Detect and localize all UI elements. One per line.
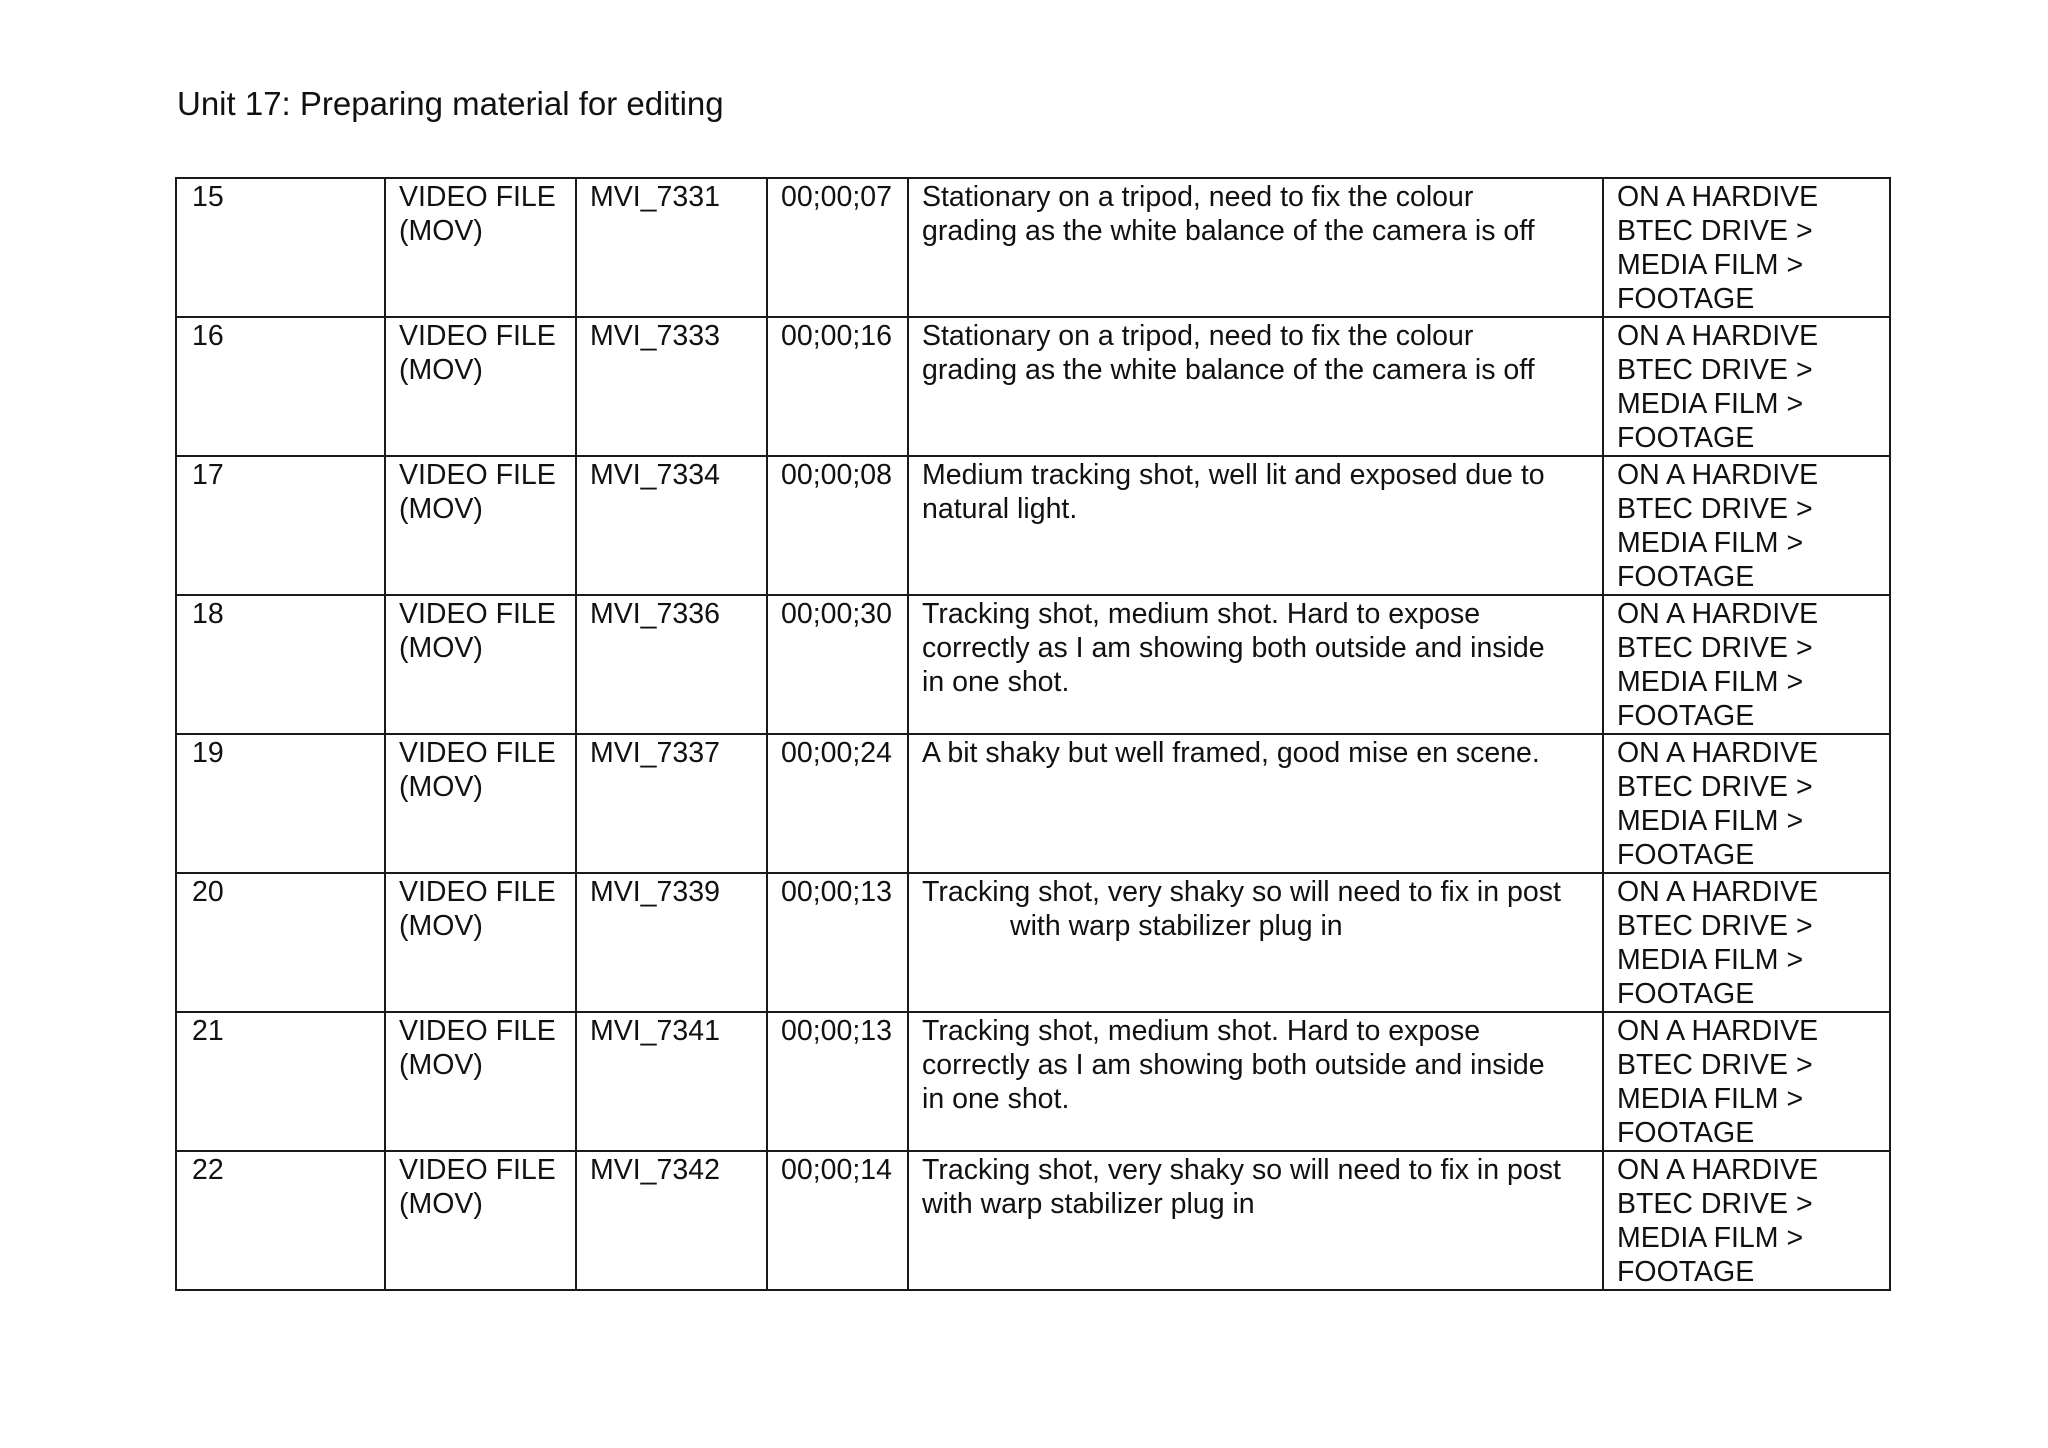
file-type-line: (MOV) xyxy=(399,493,483,525)
description-line: grading as the white balance of the camera is off xyxy=(922,354,1535,386)
duration-cell xyxy=(767,595,908,734)
clip-number-cell xyxy=(176,734,385,873)
file-name-text: MVI_7341 xyxy=(590,1015,720,1047)
location-cell xyxy=(1603,734,1890,873)
table-row xyxy=(176,734,1890,873)
clip-number-cell xyxy=(176,317,385,456)
file-type-line: (MOV) xyxy=(399,910,483,942)
location-line: ON A HARDIVE xyxy=(1617,737,1819,769)
location-cell xyxy=(1603,1151,1890,1290)
file-name-text: MVI_7334 xyxy=(590,459,720,491)
location-line: MEDIA FILM > xyxy=(1617,249,1804,281)
location-line: ON A HARDIVE xyxy=(1617,181,1819,213)
location-line: FOOTAGE xyxy=(1617,839,1755,871)
location-line: FOOTAGE xyxy=(1617,283,1755,315)
location-line: BTEC DRIVE > xyxy=(1617,493,1813,525)
file-name-text: MVI_7337 xyxy=(590,737,720,769)
clip-number-text: 20 xyxy=(192,876,224,908)
description-line: Stationary on a tripod, need to fix the colour xyxy=(922,181,1474,213)
duration-cell xyxy=(767,1012,908,1151)
location-line: MEDIA FILM > xyxy=(1617,1083,1804,1115)
duration-text: 00;00;08 xyxy=(781,459,892,491)
table-row xyxy=(176,456,1890,595)
location-line: MEDIA FILM > xyxy=(1617,944,1804,976)
file-type-line: (MOV) xyxy=(399,1188,483,1220)
file-type-cell xyxy=(385,734,576,873)
table-row xyxy=(176,317,1890,456)
description-cell xyxy=(908,317,1603,456)
description-cell xyxy=(908,1012,1603,1151)
location-cell xyxy=(1603,317,1890,456)
duration-text: 00;00;13 xyxy=(781,876,892,908)
duration-cell xyxy=(767,1151,908,1290)
location-cell xyxy=(1603,595,1890,734)
file-type-line: VIDEO FILE xyxy=(399,1154,556,1186)
location-cell xyxy=(1603,178,1890,317)
file-name-cell xyxy=(576,178,767,317)
clip-number-text: 19 xyxy=(192,737,224,769)
file-type-cell xyxy=(385,595,576,734)
duration-cell xyxy=(767,317,908,456)
description-line: with warp stabilizer plug in xyxy=(1010,910,1343,942)
location-line: MEDIA FILM > xyxy=(1617,1222,1804,1254)
location-line: ON A HARDIVE xyxy=(1617,598,1819,630)
file-name-text: MVI_7333 xyxy=(590,320,720,352)
description-line: Stationary on a tripod, need to fix the colour xyxy=(922,320,1474,352)
clip-number-text: 22 xyxy=(192,1154,224,1186)
location-line: ON A HARDIVE xyxy=(1617,320,1819,352)
description-line: in one shot. xyxy=(922,666,1070,698)
description-line: natural light. xyxy=(922,493,1078,525)
description-cell xyxy=(908,873,1603,1012)
file-name-cell xyxy=(576,456,767,595)
location-line: ON A HARDIVE xyxy=(1617,1015,1819,1047)
duration-text: 00;00;14 xyxy=(781,1154,892,1186)
location-line: FOOTAGE xyxy=(1617,1117,1755,1149)
description-line: Tracking shot, very shaky so will need to fix in post xyxy=(922,1154,1561,1186)
clip-number-cell xyxy=(176,595,385,734)
description-line: with warp stabilizer plug in xyxy=(922,1188,1255,1220)
file-name-cell xyxy=(576,1151,767,1290)
file-type-line: VIDEO FILE xyxy=(399,459,556,491)
description-line: correctly as I am showing both outside and inside xyxy=(922,632,1545,664)
file-name-text: MVI_7342 xyxy=(590,1154,720,1186)
duration-cell xyxy=(767,178,908,317)
duration-text: 00;00;07 xyxy=(781,181,892,213)
duration-text: 00;00;16 xyxy=(781,320,892,352)
clip-number-cell xyxy=(176,456,385,595)
description-cell xyxy=(908,178,1603,317)
file-type-line: (MOV) xyxy=(399,1049,483,1081)
location-line: BTEC DRIVE > xyxy=(1617,771,1813,803)
clip-number-cell xyxy=(176,873,385,1012)
duration-text: 00;00;30 xyxy=(781,598,892,630)
location-cell xyxy=(1603,456,1890,595)
clip-number-cell xyxy=(176,178,385,317)
location-cell xyxy=(1603,873,1890,1012)
description-line: grading as the white balance of the camera is off xyxy=(922,215,1535,247)
duration-cell xyxy=(767,456,908,595)
location-line: MEDIA FILM > xyxy=(1617,805,1804,837)
table-row xyxy=(176,178,1890,317)
file-name-text: MVI_7339 xyxy=(590,876,720,908)
description-line: in one shot. xyxy=(922,1083,1070,1115)
description-line: A bit shaky but well framed, good mise en scene. xyxy=(922,737,1540,769)
description-cell xyxy=(908,734,1603,873)
file-type-line: (MOV) xyxy=(399,632,483,664)
duration-text: 00;00;13 xyxy=(781,1015,892,1047)
table-row xyxy=(176,873,1890,1012)
location-line: BTEC DRIVE > xyxy=(1617,1049,1813,1081)
file-type-cell xyxy=(385,1012,576,1151)
location-line: ON A HARDIVE xyxy=(1617,876,1819,908)
file-name-cell xyxy=(576,317,767,456)
location-line: MEDIA FILM > xyxy=(1617,527,1804,559)
location-line: MEDIA FILM > xyxy=(1617,388,1804,420)
table-row xyxy=(176,1151,1890,1290)
file-type-line: VIDEO FILE xyxy=(399,737,556,769)
description-line: Tracking shot, very shaky so will need to fix in post xyxy=(922,876,1561,908)
location-line: MEDIA FILM > xyxy=(1617,666,1804,698)
location-line: ON A HARDIVE xyxy=(1617,1154,1819,1186)
footage-log-body xyxy=(176,178,1890,1290)
file-name-cell xyxy=(576,873,767,1012)
clip-number-text: 16 xyxy=(192,320,224,352)
clip-number-text: 17 xyxy=(192,459,224,491)
footage-log-table xyxy=(175,177,1891,1291)
file-type-line: VIDEO FILE xyxy=(399,181,556,213)
location-line: BTEC DRIVE > xyxy=(1617,910,1813,942)
description-line: Tracking shot, medium shot. Hard to expose xyxy=(922,1015,1481,1047)
file-name-text: MVI_7336 xyxy=(590,598,720,630)
file-name-cell xyxy=(576,595,767,734)
file-type-line: VIDEO FILE xyxy=(399,1015,556,1047)
file-name-cell xyxy=(576,734,767,873)
file-name-cell xyxy=(576,1012,767,1151)
duration-cell xyxy=(767,873,908,1012)
location-line: ON A HARDIVE xyxy=(1617,459,1819,491)
clip-number-text: 15 xyxy=(192,181,224,213)
file-name-text: MVI_7331 xyxy=(590,181,720,213)
location-cell xyxy=(1603,1012,1890,1151)
location-line: BTEC DRIVE > xyxy=(1617,632,1813,664)
file-type-cell xyxy=(385,873,576,1012)
file-type-line: VIDEO FILE xyxy=(399,320,556,352)
location-line: BTEC DRIVE > xyxy=(1617,1188,1813,1220)
duration-cell xyxy=(767,734,908,873)
clip-number-text: 21 xyxy=(192,1015,224,1047)
file-type-line: (MOV) xyxy=(399,215,483,247)
location-line: BTEC DRIVE > xyxy=(1617,354,1813,386)
description-cell xyxy=(908,595,1603,734)
clip-number-cell xyxy=(176,1151,385,1290)
description-line: correctly as I am showing both outside and inside xyxy=(922,1049,1545,1081)
description-line: Tracking shot, medium shot. Hard to expose xyxy=(922,598,1481,630)
description-cell xyxy=(908,1151,1603,1290)
location-line: FOOTAGE xyxy=(1617,561,1755,593)
page-title: Unit 17: Preparing material for editing xyxy=(177,85,724,122)
file-type-cell xyxy=(385,456,576,595)
table-row xyxy=(176,1012,1890,1151)
file-type-cell xyxy=(385,178,576,317)
file-type-line: (MOV) xyxy=(399,771,483,803)
clip-number-cell xyxy=(176,1012,385,1151)
file-type-cell xyxy=(385,1151,576,1290)
location-line: FOOTAGE xyxy=(1617,700,1755,732)
duration-text: 00;00;24 xyxy=(781,737,892,769)
file-type-cell xyxy=(385,317,576,456)
location-line: FOOTAGE xyxy=(1617,422,1755,454)
description-line: Medium tracking shot, well lit and exposed due to xyxy=(922,459,1545,491)
location-line: FOOTAGE xyxy=(1617,1256,1755,1288)
location-line: FOOTAGE xyxy=(1617,978,1755,1010)
file-type-line: VIDEO FILE xyxy=(399,876,556,908)
file-type-line: (MOV) xyxy=(399,354,483,386)
file-type-line: VIDEO FILE xyxy=(399,598,556,630)
location-line: BTEC DRIVE > xyxy=(1617,215,1813,247)
description-cell xyxy=(908,456,1603,595)
table-row xyxy=(176,595,1890,734)
clip-number-text: 18 xyxy=(192,598,224,630)
